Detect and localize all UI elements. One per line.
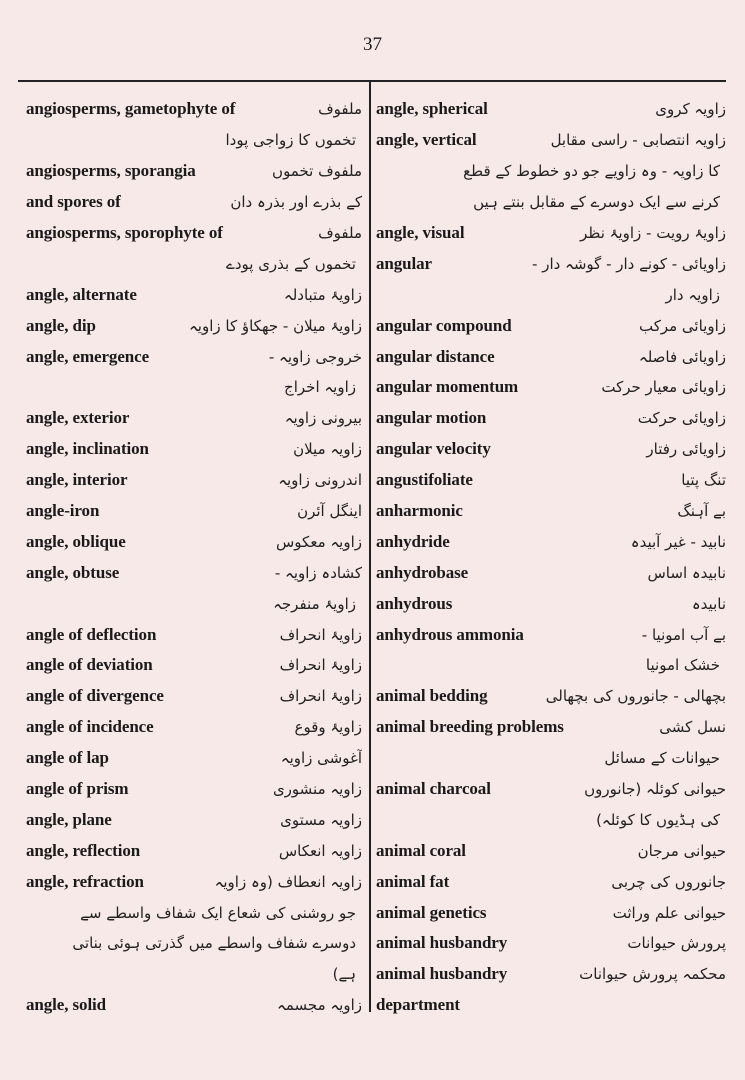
entry-translation: اندرونی زاویہ: [278, 471, 362, 490]
entry-translation: جانوروں کی چربی: [611, 872, 726, 891]
dictionary-entry: [26, 743, 362, 774]
entry-term: animal genetics: [376, 902, 487, 922]
entry-translation: خروجی زاویہ -: [268, 347, 362, 366]
dictionary-entry: [376, 187, 726, 218]
entry-translation: حیوانی مرجان: [637, 841, 726, 860]
entry-translation: زاویۂ وقوع: [294, 718, 362, 737]
entry-translation: ملفوف: [318, 224, 362, 242]
entry-term: angle of prism: [26, 779, 129, 799]
entry-translation: حیوانات کے مسائل: [604, 749, 720, 768]
entry-term: angle, obtuse: [26, 562, 120, 582]
entry-translation: کی ہڈیوں کا کوئلہ): [596, 810, 720, 829]
entry-term: animal husbandry: [376, 933, 508, 953]
entry-translation: زاویہ انتصابی - راسی مقابل: [550, 131, 726, 150]
entry-term: angle, oblique: [26, 531, 126, 551]
entry-term: angle of incidence: [26, 717, 154, 737]
entry-term: and spores of: [26, 192, 121, 212]
entry-translation: آغوشی زاویہ: [280, 749, 362, 768]
entry-translation: بیرونی زاویہ: [284, 409, 362, 428]
dictionary-entry: [376, 341, 726, 372]
entry-translation: کرنے سے ایک دوسرے کے مقابل بنتے ہیں: [473, 193, 720, 212]
dictionary-entry: [26, 619, 362, 650]
entry-term: angle, reflection: [26, 840, 141, 860]
dictionary-entry: [26, 990, 362, 1021]
entry-term: angle, visual: [376, 223, 465, 242]
entry-term: anhydrobase: [376, 562, 469, 582]
dictionary-entry: [376, 156, 726, 187]
entry-translation: بے آب امونیا -: [641, 625, 726, 644]
entry-translation: زاویہ میلان: [293, 440, 362, 459]
dictionary-entry: [26, 897, 362, 928]
dictionary-entry: [376, 835, 726, 866]
dictionary-entry: [26, 650, 362, 681]
left-column: [26, 94, 362, 1021]
entry-term: angle-iron: [26, 501, 100, 521]
entry-translation: اینگل آئرن: [297, 502, 362, 521]
dictionary-entry: [376, 434, 726, 465]
entry-term: angiosperms, gametophyte of: [26, 99, 236, 119]
dictionary-entry: [376, 248, 726, 279]
entry-translation: تخموں کا زواجی پودا: [225, 131, 356, 150]
dictionary-entry: [26, 774, 362, 805]
dictionary-entry: [26, 125, 362, 156]
dictionary-entry: [376, 465, 726, 496]
dictionary-entry: [376, 496, 726, 527]
entry-translation: محکمہ پرورش حیوانات: [579, 965, 726, 984]
entry-translation: زاویہ انعکاس: [278, 841, 362, 860]
entry-term: animal charcoal: [376, 779, 491, 799]
entry-translation: بے آہنگ: [677, 502, 726, 521]
dictionary-entry: [376, 125, 726, 156]
entry-term: angle, alternate: [26, 284, 137, 304]
entry-translation: تنگ پتیا: [681, 471, 726, 490]
dictionary-entry: [376, 712, 726, 743]
dictionary-entry: [26, 866, 362, 897]
entry-term: angular: [376, 253, 432, 273]
entry-term: angle, refraction: [26, 871, 144, 891]
dictionary-entry: [376, 588, 726, 619]
entry-term: angle, interior: [26, 470, 128, 490]
dictionary-entry: [376, 526, 726, 557]
entry-translation: زاویائی مرکب: [638, 316, 726, 335]
dictionary-entry: [26, 681, 362, 712]
entry-term: department: [376, 995, 460, 1015]
dictionary-entry: [376, 650, 726, 681]
entry-translation: ہے): [332, 965, 356, 984]
entry-term: anhydrous: [376, 593, 453, 613]
entry-term: angular motion: [376, 408, 487, 428]
entry-term: angle, inclination: [26, 439, 149, 459]
entry-term: angiosperms, sporophyte of: [26, 223, 223, 242]
entry-translation: نابیدہ: [691, 594, 726, 613]
entry-translation: زاویائی رفتار: [646, 440, 726, 459]
entry-translation: ملفوف: [318, 100, 362, 119]
entry-translation: خشک امونیا: [645, 656, 720, 675]
entry-term: angle, plane: [26, 809, 112, 829]
dictionary-entry: [376, 403, 726, 434]
entry-translation: زاویۂ انحراف: [279, 656, 362, 675]
header-rule: [18, 80, 726, 82]
entry-term: angle, dip: [26, 315, 96, 335]
dictionary-entry: [26, 341, 362, 372]
entry-term: angle, exterior: [26, 408, 130, 428]
dictionary-entry: [26, 712, 362, 743]
entry-term: anhydride: [376, 531, 450, 551]
dictionary-entry: [26, 403, 362, 434]
right-column: [376, 94, 726, 1021]
entry-translation: پرورش حیوانات: [627, 934, 726, 953]
dictionary-entry: [376, 959, 726, 990]
dictionary-entry: [376, 94, 726, 125]
entry-translation: حیوانی علم وراثت: [612, 903, 726, 922]
dictionary-entry: [376, 928, 726, 959]
entry-term: angustifoliate: [376, 470, 473, 490]
entry-term: angle, emergence: [26, 346, 150, 366]
entry-translation: زاویہ معکوس: [275, 532, 362, 551]
dictionary-entry: [26, 959, 362, 990]
entry-term: animal coral: [376, 840, 466, 860]
entry-translation: بچھالی - جانوروں کی بچھالی: [545, 687, 726, 706]
entry-term: animal husbandry: [376, 964, 508, 984]
entry-translation: جو روشنی کی شعاع ایک شفاف واسطے سے: [80, 903, 356, 922]
entry-translation: حیوانی کوئلہ (جانوروں: [584, 780, 726, 799]
entry-translation: زاویہ مجسمہ: [277, 996, 362, 1015]
dictionary-entry: [26, 496, 362, 527]
entry-term: angle of lap: [26, 748, 109, 768]
entry-term: angular distance: [376, 346, 495, 366]
dictionary-entry: [26, 372, 362, 403]
page-number: 37: [363, 34, 382, 55]
entry-translation: زاویہ منشوری: [272, 780, 362, 799]
entry-term: angular velocity: [376, 439, 491, 459]
entry-translation: زاویہ کروی: [655, 100, 726, 119]
entry-translation: زاویہ انعطاف (وہ زاویہ: [214, 872, 362, 891]
entry-term: angiosperms, sporangia: [26, 161, 196, 181]
dictionary-entry: [376, 866, 726, 897]
entry-translation: نابید - غیر آبیدہ: [630, 532, 726, 551]
entry-translation: نابیدہ اساس: [647, 563, 726, 582]
dictionary-entry: [26, 434, 362, 465]
entry-translation: زاویائی معیار حرکت: [601, 378, 726, 397]
entry-term: angular momentum: [376, 377, 519, 397]
dictionary-entry: [26, 588, 362, 619]
dictionary-entry: [26, 310, 362, 341]
entry-term: angle, spherical: [376, 99, 488, 119]
entry-translation: زاویائی - کونے دار - گوشہ دار -: [532, 254, 726, 273]
dictionary-entry: [26, 928, 362, 959]
entry-term: angle of deflection: [26, 624, 157, 644]
dictionary-entry: [26, 465, 362, 496]
entry-term: anhydrous ammonia: [376, 624, 524, 644]
entry-term: angle, vertical: [376, 130, 477, 150]
entry-translation: زاویہ دار: [665, 285, 720, 304]
entry-translation: زاویہ مستوی: [280, 810, 362, 829]
dictionary-entry: [376, 218, 726, 249]
entry-term: animal breeding problems: [376, 717, 564, 737]
entry-translation: زاویۂ رویت - زاویۂ نظر: [580, 224, 726, 242]
dictionary-entry: [376, 279, 726, 310]
entry-translation: کا زاویہ - وہ زاویے جو دو خطوط کے قطع: [463, 162, 720, 181]
dictionary-entry: [26, 94, 362, 125]
dictionary-entry: [26, 187, 362, 218]
dictionary-entry: [26, 557, 362, 588]
dictionary-entry: [26, 835, 362, 866]
entry-translation: نسل کشی: [659, 718, 726, 737]
entry-translation: زاویۂ متبادلہ: [283, 285, 362, 304]
dictionary-entry: [376, 557, 726, 588]
entry-translation: زاویۂ منفرجہ: [273, 594, 356, 613]
dictionary-entry: [376, 681, 726, 712]
entry-translation: زاویائی فاصلہ: [638, 347, 726, 366]
entry-translation: زاویۂ انحراف: [279, 625, 362, 644]
dictionary-entry: [26, 804, 362, 835]
entry-term: angle, solid: [26, 995, 107, 1015]
entry-term: angular compound: [376, 315, 512, 335]
entry-translation: زاویۂ انحراف: [279, 687, 362, 706]
dictionary-entry: [26, 248, 362, 279]
dictionary-entry: [376, 990, 726, 1021]
dictionary-entry: [26, 156, 362, 187]
entry-translation: تخموں کے بذری پودے: [226, 254, 356, 273]
entry-term: anharmonic: [376, 501, 463, 521]
entry-term: angle of divergence: [26, 686, 164, 706]
dictionary-entry: [26, 526, 362, 557]
entry-translation: زاویائی حرکت: [637, 409, 726, 428]
entry-translation: ملفوف تخموں: [272, 162, 362, 181]
column-divider: [369, 82, 371, 1012]
entry-term: animal fat: [376, 871, 450, 891]
entry-translation: دوسرے شفاف واسطے میں گذرتی ہوئی بناتی: [72, 934, 356, 953]
dictionary-entry: [26, 279, 362, 310]
dictionary-entry: [376, 804, 726, 835]
entry-term: angle of deviation: [26, 655, 153, 675]
entry-translation: زاویہ اخراج: [284, 378, 356, 397]
entry-term: animal bedding: [376, 686, 488, 706]
dictionary-entry: [376, 619, 726, 650]
entry-translation: کے بذرے اور بذرہ دان: [230, 193, 362, 212]
entry-translation: زاویۂ میلان - جھکاؤ کا زاویہ: [188, 316, 362, 335]
dictionary-entry: [376, 897, 726, 928]
dictionary-entry: [376, 774, 726, 805]
dictionary-entry: [376, 743, 726, 774]
dictionary-entry: [376, 372, 726, 403]
entry-translation: کشادہ زاویہ -: [274, 563, 362, 582]
dictionary-entry: [376, 310, 726, 341]
dictionary-entry: [26, 218, 362, 249]
